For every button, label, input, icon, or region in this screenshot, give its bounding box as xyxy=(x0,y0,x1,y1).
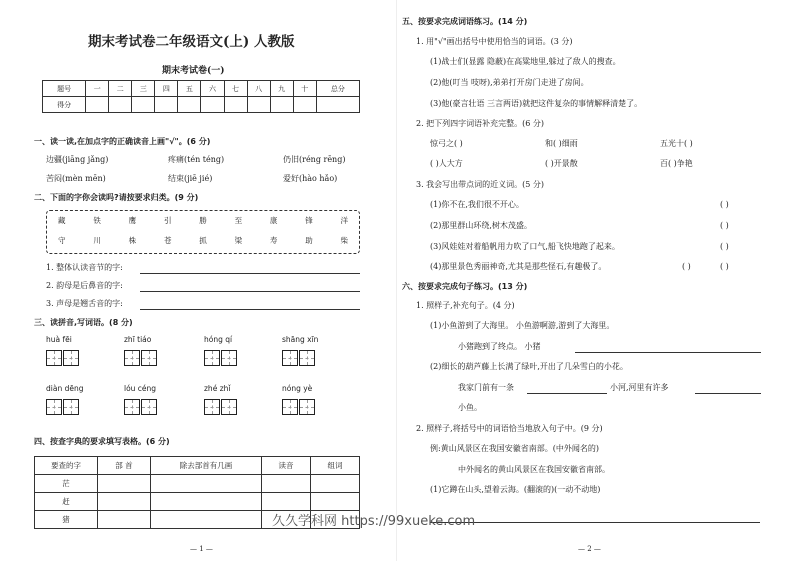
q2-char: 抓 xyxy=(199,236,207,245)
q2-answer-line[interactable] xyxy=(140,309,360,310)
q2-char-row-1 xyxy=(58,216,348,225)
q3-heading: 三、读拼音,写词语。(8 分) xyxy=(34,318,133,327)
q2-char: 勝 xyxy=(199,216,207,225)
q6-sentence: (1)它蹲在山头,望着云海。(翻滚的)(一动不动地) xyxy=(430,485,601,494)
q2-char: 康 xyxy=(269,216,278,225)
q6-sub1: 1. 照样子,补充句子。(4 分) xyxy=(416,301,515,310)
writing-grid[interactable] xyxy=(124,350,140,366)
synonym-blank[interactable]: ( ) xyxy=(720,200,729,209)
q2-line-label: 3. 声母是翘舌音的字: xyxy=(46,299,123,308)
dict-input[interactable] xyxy=(98,493,151,511)
score-cell: 四 xyxy=(155,81,178,97)
dict-input[interactable] xyxy=(98,475,151,493)
q3-pinyin: diàn dēng xyxy=(46,384,84,393)
writing-grid[interactable] xyxy=(299,350,315,366)
q5-sub3-item: (4)那里景色秀丽神奇,尤其是那些怪石,有趣极了。 xyxy=(430,262,607,271)
dict-col-header: 读音 xyxy=(262,457,311,475)
dict-input[interactable] xyxy=(151,511,262,529)
q6-example: 中外闻名的黄山风景区在我国安徽省南部。 xyxy=(458,465,610,474)
dict-input[interactable] xyxy=(151,475,262,493)
q2-char: 藏 xyxy=(58,216,66,225)
q3-pinyin: zhé zhǐ xyxy=(204,384,231,393)
score-cell: 二 xyxy=(109,81,132,97)
q2-char-row-2 xyxy=(58,236,348,245)
writing-grid[interactable] xyxy=(141,350,157,366)
idiom-blank[interactable]: 和( )细雨 xyxy=(545,139,578,148)
writing-grid[interactable] xyxy=(299,399,315,415)
synonym-blank[interactable]: ( ) xyxy=(682,262,691,271)
dict-char: 猪 xyxy=(35,511,98,529)
score-input-cell[interactable] xyxy=(224,97,247,113)
q3-pinyin: huà fēi xyxy=(46,335,72,344)
writing-grid[interactable] xyxy=(63,399,79,415)
q1-item: 疼痛(tén téng) xyxy=(168,155,225,164)
dict-input[interactable] xyxy=(98,511,151,529)
q2-char: 守 xyxy=(58,236,66,245)
writing-grid[interactable] xyxy=(63,350,79,366)
q2-char: 引 xyxy=(163,216,172,225)
q6-sentence: 小河,河里有许多 xyxy=(610,383,669,392)
q2-char: 梁 xyxy=(234,236,243,245)
dict-input[interactable] xyxy=(311,475,360,493)
q1-heading: 一、读一读,在加点字的正确读音上画"√"。(6 分) xyxy=(34,137,211,146)
q6-answer-line[interactable] xyxy=(575,352,761,353)
dict-input[interactable] xyxy=(262,493,311,511)
score-cell: 题号 xyxy=(43,81,86,97)
dict-col-header: 部 首 xyxy=(98,457,151,475)
dict-col-header: 组词 xyxy=(311,457,360,475)
score-cell: 八 xyxy=(247,81,270,97)
dict-char: 茫 xyxy=(35,475,98,493)
q2-char: 寿 xyxy=(269,236,278,245)
watermark: 久久学科网 https://99xueke.com xyxy=(272,514,476,529)
q1-item: 仍旧(réng rēng) xyxy=(283,155,346,164)
q3-pinyin: hóng qí xyxy=(204,335,233,344)
q6-sentence: 小猪跑到了终点。 小猪 xyxy=(458,342,541,351)
writing-grid[interactable] xyxy=(141,399,157,415)
score-cell: 七 xyxy=(224,81,247,97)
score-cell: 三 xyxy=(132,81,155,97)
score-input-cell[interactable] xyxy=(109,97,132,113)
dict-char: 赶 xyxy=(35,493,98,511)
writing-grid[interactable] xyxy=(221,399,237,415)
score-input-cell[interactable] xyxy=(155,97,178,113)
dict-input[interactable] xyxy=(311,493,360,511)
score-input-cell[interactable] xyxy=(316,97,359,113)
q5-sub1-item: (2)他(叮当 吱呀),弟弟打开房门走进了房间。 xyxy=(430,78,589,87)
q2-line-label: 2. 韵母是后鼻音的字: xyxy=(46,281,123,290)
writing-grid[interactable] xyxy=(204,399,220,415)
q2-char: 柴 xyxy=(340,236,348,245)
q5-sub3-item: (3)风娃娃对着船帆用力吹了口气,船飞快地跑了起来。 xyxy=(430,242,620,251)
q5-sub3-item: (1)你不在,我们很不开心。 xyxy=(430,200,524,209)
score-row-label: 得分 xyxy=(43,97,86,113)
synonym-blank[interactable]: ( ) xyxy=(720,242,729,251)
writing-grid[interactable] xyxy=(204,350,220,366)
dict-header-row xyxy=(35,457,360,475)
dict-col-header: 要查的字 xyxy=(35,457,98,475)
score-input-cell[interactable] xyxy=(86,97,109,113)
score-input-cell[interactable] xyxy=(132,97,155,113)
writing-grid[interactable] xyxy=(282,350,298,366)
score-cell: 五 xyxy=(178,81,201,97)
q6-answer-line[interactable] xyxy=(430,522,760,523)
q2-char: 鹰 xyxy=(128,216,137,225)
synonym-blank[interactable]: ( ) xyxy=(720,221,729,230)
q1-item: 爱好(hào hǎo) xyxy=(283,174,338,183)
score-input-cell[interactable] xyxy=(178,97,201,113)
writing-grid[interactable] xyxy=(282,399,298,415)
score-cell: 总分 xyxy=(316,81,359,97)
q2-line-label: 1. 整体认读音节的字: xyxy=(46,263,123,272)
q2-heading: 二、下面的字你会读吗?请按要求归类。(9 分) xyxy=(34,193,199,202)
score-table xyxy=(42,80,360,113)
score-cell: 一 xyxy=(86,81,109,97)
score-input-cell[interactable] xyxy=(201,97,224,113)
page-number-1: — 1 — xyxy=(190,545,213,553)
q2-char: 锋 xyxy=(305,216,313,225)
synonym-blank[interactable]: ( ) xyxy=(720,262,729,271)
page-number-2: — 2 — xyxy=(578,545,601,553)
document-title: 期末考试卷二年级语文(上) 人教版 xyxy=(88,34,295,50)
q6-sentence: 小鱼。 xyxy=(458,403,482,412)
q2-char: 株 xyxy=(128,236,137,245)
q5-heading: 五、按要求完成词语练习。(14 分) xyxy=(402,17,528,26)
q2-char: 苍 xyxy=(163,236,172,245)
q2-char: 川 xyxy=(93,236,101,245)
dict-row xyxy=(35,475,360,493)
q5-sub3-item: (2)那里群山环绕,树木茂盛。 xyxy=(430,221,532,230)
q3-pinyin: lóu céng xyxy=(124,384,157,393)
writing-grid[interactable] xyxy=(46,350,62,366)
q6-sub2: 2. 照样子,将括号中的词语恰当地放入句子中。(9 分) xyxy=(416,424,603,433)
idiom-blank[interactable]: 百( )争艳 xyxy=(660,159,693,168)
q2-char: 至 xyxy=(234,216,243,225)
score-input-cell[interactable] xyxy=(293,97,316,113)
q6-sentence: (1)小鱼游到了大海里。 小鱼游啊游,游到了大海里。 xyxy=(430,321,615,330)
q6-sentence: 我家门前有一条 xyxy=(458,383,514,392)
q1-item: 结束(jiē jié) xyxy=(168,174,213,183)
q6-sentence: (2)细长的葫芦藤上长满了绿叶,开出了几朵雪白的小花。 xyxy=(430,362,628,371)
q6-answer-line[interactable] xyxy=(527,393,607,394)
dict-col-header: 除去部首有几画 xyxy=(151,457,262,475)
q2-char: 铁 xyxy=(93,216,101,225)
q6-example: 例:黄山风景区在我国安徽省南部。(中外闻名的) xyxy=(430,444,599,453)
writing-grid[interactable] xyxy=(124,399,140,415)
q3-pinyin: zhī tiáo xyxy=(124,335,152,344)
q2-char: 洋 xyxy=(340,216,348,225)
dict-row xyxy=(35,493,360,511)
score-table-score-row xyxy=(43,97,360,113)
dict-input[interactable] xyxy=(151,493,262,511)
q4-heading: 四、按查字典的要求填写表格。(6 分) xyxy=(34,437,170,446)
idiom-blank[interactable]: 惊弓之( ) xyxy=(430,139,463,148)
q2-char: 助 xyxy=(305,236,313,245)
writing-grid[interactable] xyxy=(221,350,237,366)
idiom-blank[interactable]: ( )人大方 xyxy=(430,159,463,168)
q5-sub1-item: (3)他(豪言壮语 三言两语)就把这件复杂的事情解释清楚了。 xyxy=(430,99,643,108)
score-input-cell[interactable] xyxy=(247,97,270,113)
q1-item: 边疆(jiāng jǎng) xyxy=(46,155,109,164)
score-cell: 十 xyxy=(293,81,316,97)
q5-sub3: 3. 我会写出带点词的近义词。(5 分) xyxy=(416,180,545,189)
score-cell: 九 xyxy=(270,81,293,97)
q3-pinyin: shāng xīn xyxy=(282,335,319,344)
page-divider xyxy=(396,0,397,561)
q1-item: 苦闷(mèn mēn) xyxy=(46,174,106,183)
score-table-header-row xyxy=(43,81,360,97)
q2-answer-line[interactable] xyxy=(140,291,360,292)
dict-input[interactable] xyxy=(262,475,311,493)
q5-sub1-item: (1)战士们(显露 隐蔽)在高粱地里,躲过了敌人的搜查。 xyxy=(430,57,621,66)
q6-heading: 六、按要求完成句子练习。(13 分) xyxy=(402,282,528,291)
score-cell: 六 xyxy=(201,81,224,97)
q3-pinyin: nóng yè xyxy=(282,384,313,393)
score-input-cell[interactable] xyxy=(270,97,293,113)
idiom-blank[interactable]: ( )开景散 xyxy=(545,159,578,168)
q2-answer-line[interactable] xyxy=(140,273,360,274)
q5-sub2: 2. 把下列四字词语补充完整。(6 分) xyxy=(416,119,545,128)
idiom-blank[interactable]: 五光十( ) xyxy=(660,139,693,148)
exam-subtitle: 期末考试卷(一) xyxy=(162,66,225,76)
q5-sub1: 1. 用"√"画出括号中使用恰当的词语。(3 分) xyxy=(416,37,573,46)
writing-grid[interactable] xyxy=(46,399,62,415)
q6-answer-line[interactable] xyxy=(695,393,761,394)
